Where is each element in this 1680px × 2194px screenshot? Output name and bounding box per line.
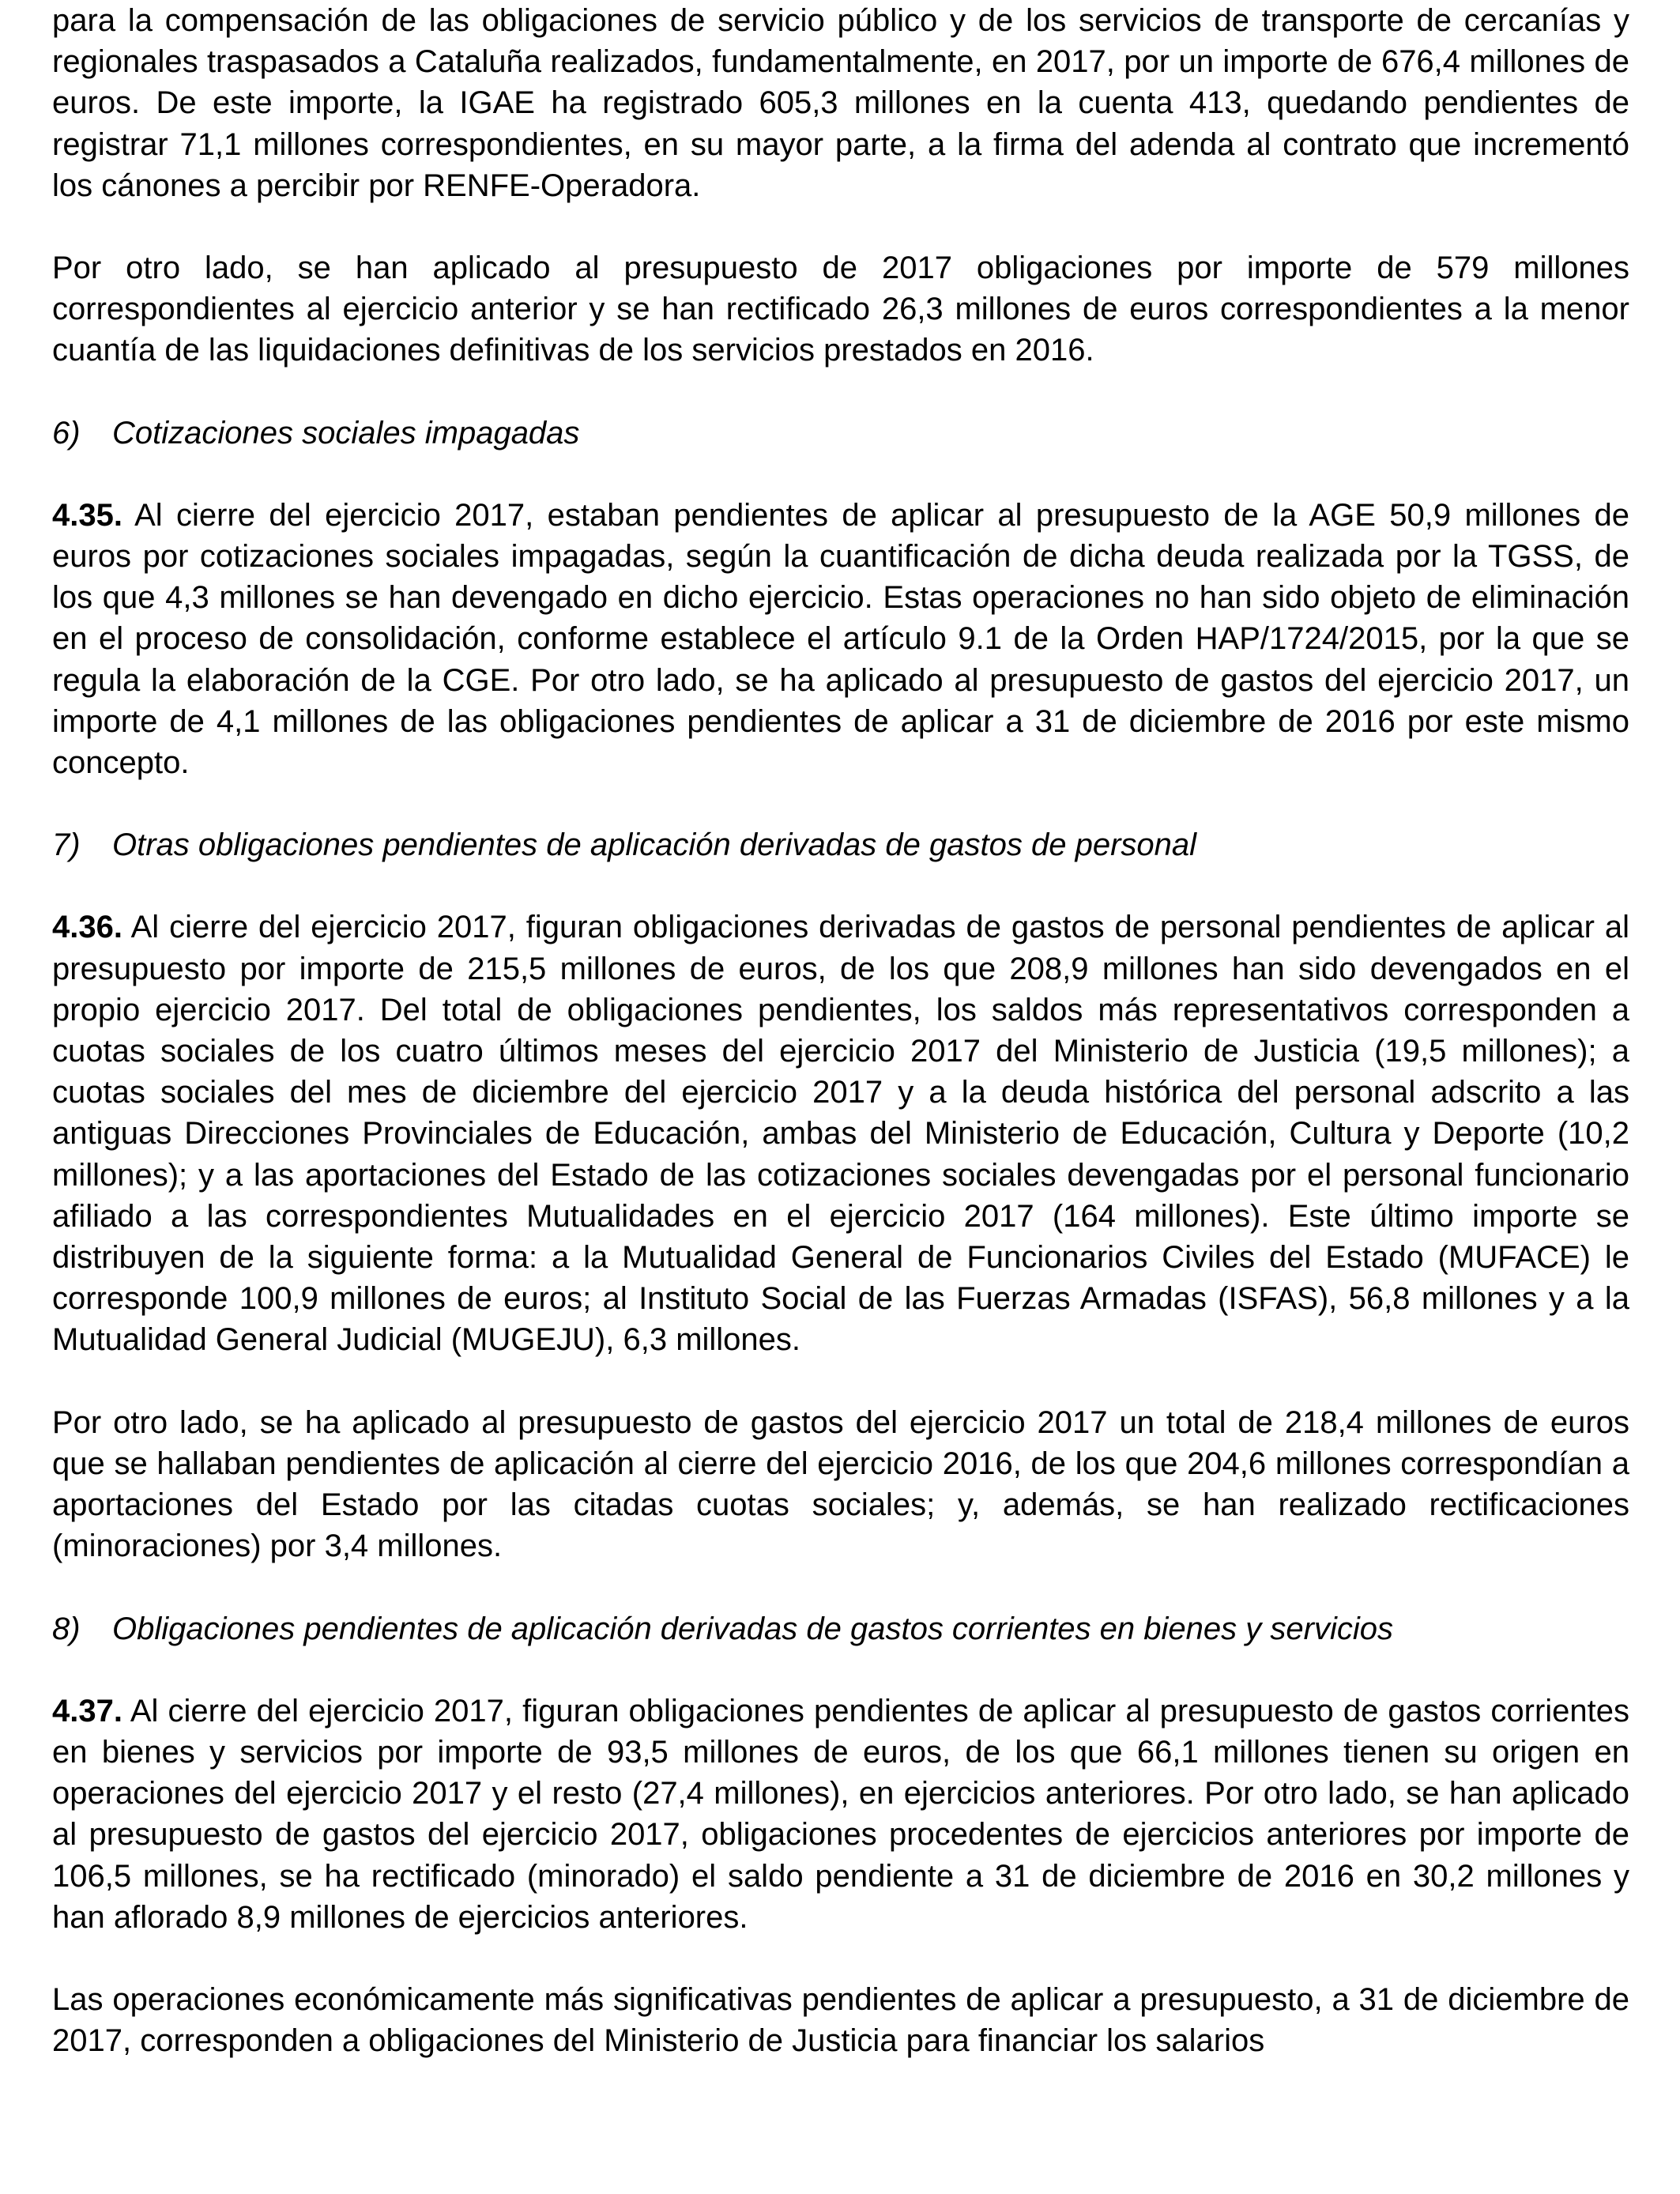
section-title: Cotizaciones sociales impagadas bbox=[112, 415, 580, 450]
paragraph-compensacion: para la compensación de las obligaciones de servicio público y de los servicios de transporte de cercanías y regionales traspasados a Cataluña realizados, fundamentalmente, en 2017, por un importe de 676,4 millones de euros. De este importe, la IGAE ha registrado 605,3 millones en la cuenta 413, quedando pendientes de registrar 71,1 millones correspondientes, en su mayor parte, a la firma del adenda al contrato que incrementó los cánones a percibir por RENFE-Operadora. bbox=[52, 3, 1629, 203]
paragraph-body: Al cierre del ejercicio 2017, figuran obligaciones pendientes de aplicar al presupuesto de gastos corrientes en bienes y servicios por importe de 93,5 millones de euros, de los que 66,1 millones tienen su origen en operaciones del ejercicio 2017 y el resto (27,4 millones), en ejercicios anteriores. Por otro lado, se han aplicado al presupuesto de gastos del ejercicio 2017, obligaciones procedentes de ejercicios anteriores por importe de 106,5 millones, se ha rectificado (minorado) el saldo pendiente a 31 de diciembre de 2016 en 30,2 millones y han aflorado 8,9 millones de ejercicios anteriores. bbox=[52, 1693, 1629, 1935]
paragraph-aplicado-218-4: Por otro lado, se ha aplicado al presupuesto de gastos del ejercicio 2017 un total de 218,4 millones de euros que se hallaban pendientes de aplicación al cierre del ejercicio 2016, de los que 204,6 millones correspondían a aportaciones del Estado por las citadas cuotas sociales; y, además, se han realizado rectificaciones (minoraciones) por 3,4 millones. bbox=[52, 1404, 1629, 1564]
section-number: 8) bbox=[52, 1611, 81, 1646]
section-number: 7) bbox=[52, 827, 81, 863]
paragraph-operaciones-significativas: Las operaciones económicamente más significativas pendientes de aplicar a presupuesto, a 31 de diciembre de 2017, corresponden a obligaciones del Ministerio de Justicia para financiar los salarios bbox=[52, 1981, 1629, 2059]
document-page bbox=[52, 0, 1629, 2061]
paragraph-4-36 bbox=[52, 907, 1629, 1360]
paragraph-body: Al cierre del ejercicio 2017, figuran obligaciones derivadas de gastos de personal pendientes de aplicar al presupuesto por importe de 215,5 millones de euros, de los que 208,9 millones han sido devengados en el propio ejercicio 2017. Del total de obligaciones pendientes, los saldos más representativos corresponden a cuotas sociales de los cuatro últimos meses del ejercicio 2017 del Ministerio de Justicia (19,5 millones); a cuotas sociales del mes de diciembre del ejercicio 2017 y a la deuda histórica del personal adscrito a las antiguas Direcciones Provinciales de Educación, ambas del Ministerio de Educación, Cultura y Deporte (10,2 millones); y a las aportaciones del Estado de las cotizaciones sociales devengadas por el personal funcionario afiliado a las correspondientes Mutualidades en el ejercicio 2017 (164 millones). Este último importe se distribuyen de la siguiente forma: a la Mutualidad General de Funcionarios Civiles del Estado (MUFACE) le corresponde 100,9 millones de euros; al Instituto Social de las Fuerzas Armadas (ISFAS), 56,8 millones y a la Mutualidad General Judicial (MUGEJU), 6,3 millones. bbox=[52, 910, 1629, 1358]
paragraph-4-37 bbox=[52, 1691, 1629, 1938]
section-number: 6) bbox=[52, 415, 81, 450]
section-title: Otras obligaciones pendientes de aplicación derivadas de gastos de personal bbox=[112, 827, 1197, 863]
paragraph-number: 4.37. bbox=[52, 1693, 122, 1728]
section-heading-7 bbox=[52, 824, 1629, 865]
paragraph-body: Al cierre del ejercicio 2017, estaban pendientes de aplicar al presupuesto de la AGE 50,9 millones de euros por cotizaciones sociales impagadas, según la cuantificación de dicha deuda realizada por la TGSS, de los que 4,3 millones se han devengado en dicho ejercicio. Estas operaciones no han sido objeto de eliminación en el proceso de consolidación, conforme establece el artículo 9.1 de la Orden HAP/1724/2015, por la que se regula la elaboración de la CGE. Por otro lado, se ha aplicado al presupuesto de gastos del ejercicio 2017, un importe de 4,1 millones de las obligaciones pendientes de aplicar a 31 de diciembre de 2016 por este mismo concepto. bbox=[52, 497, 1629, 781]
paragraph-number: 4.35. bbox=[52, 497, 122, 533]
section-heading-6 bbox=[52, 413, 1629, 454]
paragraph-number: 4.36. bbox=[52, 910, 122, 945]
section-title: Obligaciones pendientes de aplicación derivadas de gastos corrientes en bienes y servicios bbox=[112, 1611, 1393, 1646]
paragraph-aplicado-presupuesto-2017: Por otro lado, se han aplicado al presupuesto de 2017 obligaciones por importe de 579 millones correspondientes al ejercicio anterior y se han rectificado 26,3 millones de euros correspondientes a la menor cuantía de las liquidaciones definitivas de los servicios prestados en 2016. bbox=[52, 251, 1629, 368]
paragraph-4-35 bbox=[52, 495, 1629, 783]
section-heading-8 bbox=[52, 1608, 1629, 1649]
